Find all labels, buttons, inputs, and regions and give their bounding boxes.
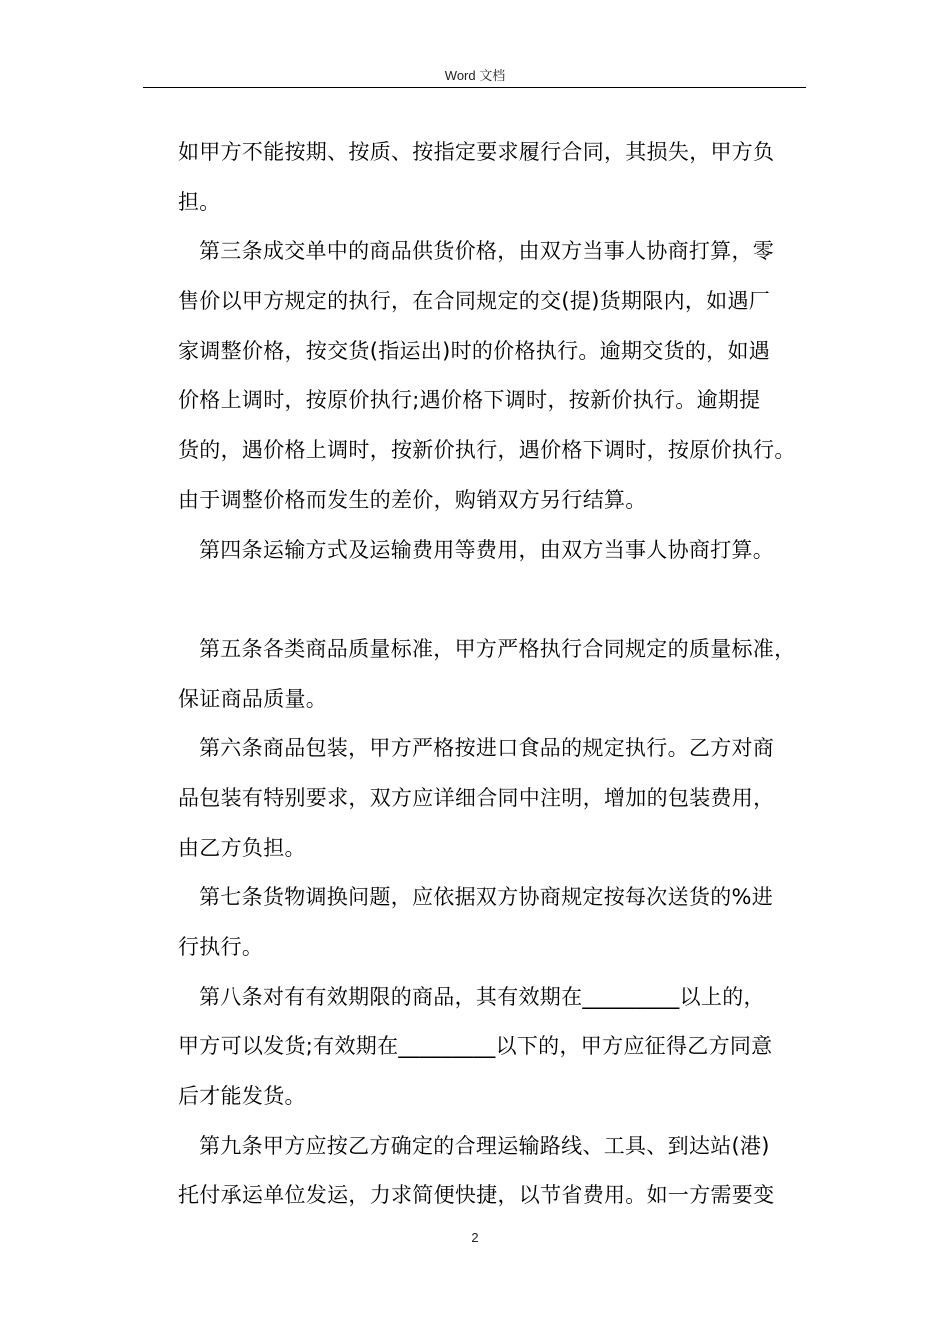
- body-line: 甲方可以发货;有效期在_________以下的，甲方应征得乙方同意: [178, 1034, 773, 1059]
- body-line: 由乙方负担。: [178, 835, 306, 860]
- body-line: 第八条对有有效期限的商品，其有效期在_________以上的，: [199, 984, 765, 1009]
- body-line: 第四条运输方式及运输费用等费用，由双方当事人协商打算。: [199, 537, 775, 562]
- body-line: 第七条货物调换问题，应依据双方协商规定按每次送货的%进: [199, 885, 774, 910]
- body-line: 如甲方不能按期、按质、按指定要求履行合同，其损失，甲方负: [178, 140, 775, 164]
- body-line: 第三条成交单中的商品供货价格，由双方当事人协商打算，零: [199, 239, 775, 264]
- body-line: 保证商品质量。: [178, 686, 328, 711]
- body-line: 担。: [178, 189, 221, 214]
- body-line: 家调整价格，按交货(指运出)时的价格执行。逾期交货的，如遇: [178, 338, 771, 363]
- document-body: [178, 128, 828, 1221]
- body-line: 品包装有特别要求，双方应详细合同中注明，增加的包装费用，: [178, 785, 775, 810]
- blank-line: [178, 575, 828, 625]
- header-divider: [143, 87, 806, 88]
- body-line: 价格上调时，按原价执行;遇价格下调时，按新价执行。逾期提: [178, 388, 761, 413]
- body-line: 由于调整价格而发生的差价，购销双方另行结算。: [178, 487, 647, 512]
- body-line: 后才能发货。: [178, 1084, 306, 1109]
- body-line: 售价以甲方规定的执行，在合同规定的交(提)货期限内，如遇厂: [178, 289, 771, 314]
- body-line: 货的，遇价格上调时，按新价执行，遇价格下调时，按原价执行。: [178, 438, 796, 463]
- header-title: Word 文档: [444, 68, 506, 83]
- body-line: 第九条甲方应按乙方确定的合理运输路线、工具、到达站(港): [199, 1133, 770, 1158]
- body-line: 行执行。: [178, 935, 264, 959]
- body-line: 托付承运单位发运，力求简便快捷，以节省费用。如一方需要变: [178, 1183, 775, 1208]
- page-number: 2: [471, 1230, 479, 1245]
- body-line: 第六条商品包装，甲方严格按进口食品的规定执行。乙方对商: [199, 736, 775, 761]
- body-line: 第五条各类商品质量标准，甲方严格执行合同规定的质量标准，: [199, 636, 796, 661]
